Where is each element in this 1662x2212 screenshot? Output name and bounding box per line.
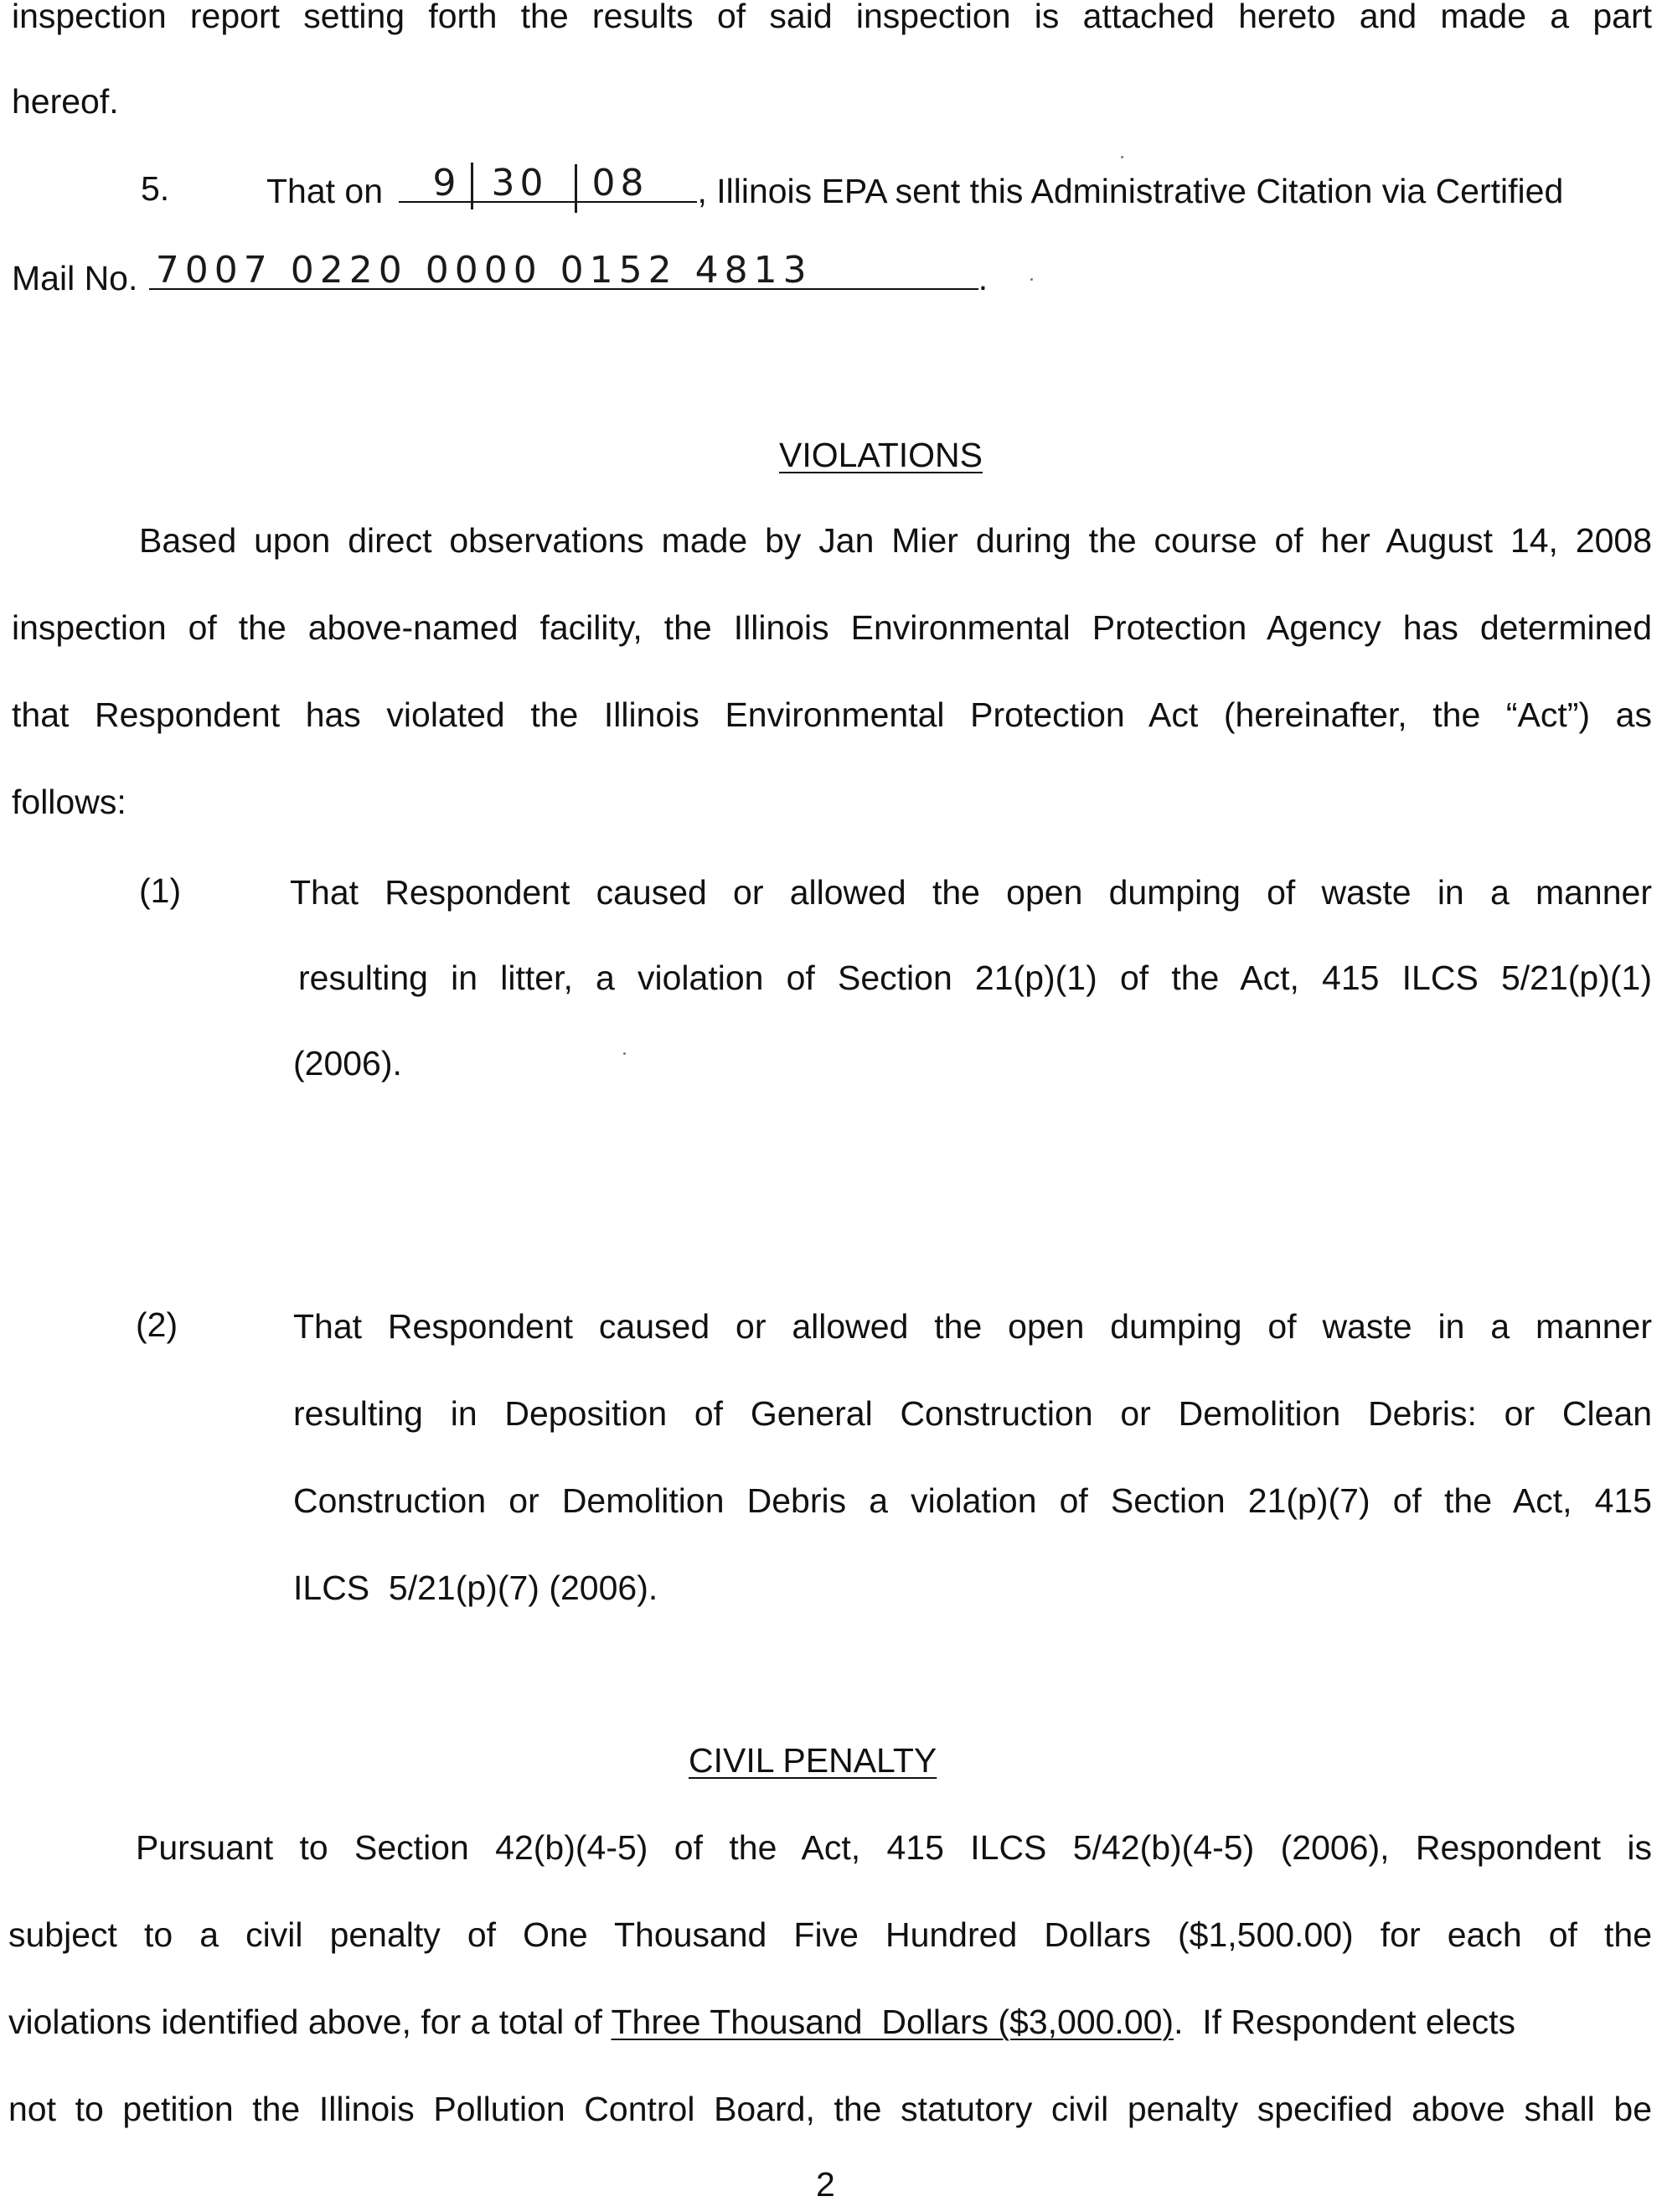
violation-line: That Respondent caused or allowed the open dumping of waste in a manner: [293, 1307, 1652, 1346]
violation-line: resulting in litter, a violation of Section 21(p)(1) of the Act, 415 ILCS 5/21(p)(1): [298, 959, 1652, 997]
violation-number: (2): [136, 1305, 178, 1344]
paragraph-line: not to petition the Illinois Pollution Control Board, the statutory civil penalty specified above shall be: [8, 2090, 1652, 2128]
page-number: 2: [816, 2165, 835, 2204]
handwritten-month: 9: [432, 162, 462, 204]
date-blank: [399, 162, 697, 204]
handwritten-day: 30: [491, 162, 549, 204]
item5-text-before: That on: [266, 172, 384, 210]
item5-text-after: , Illinois EPA sent this Administrative Citation via Certified: [697, 172, 1564, 210]
violations-heading: VIOLATIONS: [779, 436, 983, 474]
paragraph-line: inspection report setting forth the results of said inspection is attached hereto and made a part: [12, 0, 1652, 35]
date-separator: [471, 163, 473, 209]
paragraph-line: inspection of the above-named facility, the Illinois Environmental Protection Agency has determined: [12, 608, 1652, 647]
violation-number: (1): [139, 871, 182, 910]
paragraph-line: follows:: [12, 783, 126, 821]
civil-penalty-heading: CIVIL PENALTY: [689, 1741, 937, 1780]
violation-line: (2006).: [293, 1044, 402, 1083]
scan-speck: [1030, 278, 1033, 281]
item5-line: [266, 162, 1564, 212]
scan-speck: [623, 1052, 626, 1055]
mail-line: [12, 249, 988, 299]
paragraph-line: Pursuant to Section 42(b)(4-5) of the Act, 415 ILCS 5/42(b)(4-5) (2006), Respondent is: [136, 1828, 1652, 1867]
paragraph-line: hereof.: [12, 82, 119, 121]
mail-end: .: [978, 259, 988, 297]
violation-line: ILCS 5/21(p)(7) (2006).: [293, 1569, 658, 1607]
scan-speck: [1121, 156, 1123, 158]
item-number: 5.: [141, 169, 170, 208]
paragraph-line: [8, 2001, 1652, 2043]
mail-number-blank: [149, 249, 978, 292]
paragraph-line: that Respondent has violated the Illinois Environmental Protection Act (hereinafter, the “Act”) as: [12, 695, 1652, 734]
paragraph-line: subject to a civil penalty of One Thousand Five Hundred Dollars ($1,500.00) for each of the: [8, 1915, 1652, 1954]
penalty-total: Three Thousand Dollars ($3,000.00): [611, 2003, 1174, 2041]
penalty-text-after: . If Respondent elects: [1174, 2003, 1516, 2041]
paragraph-line: Based upon direct observations made by Jan Mier during the course of her August 14, 2008: [139, 521, 1652, 560]
penalty-text-before: violations identified above, for a total of: [8, 2003, 602, 2041]
handwritten-year: 08: [591, 162, 649, 204]
mail-label: Mail No.: [12, 259, 138, 297]
violation-line: That Respondent caused or allowed the open dumping of waste in a manner: [290, 873, 1652, 912]
violation-line: resulting in Deposition of General Construction or Demolition Debris: or Clean: [293, 1394, 1652, 1433]
date-separator: [575, 164, 577, 213]
handwritten-mail-number: 7007 0220 0000 0152 4813: [155, 249, 813, 292]
violation-line: Construction or Demolition Debris a violation of Section 21(p)(7) of the Act, 415: [293, 1481, 1652, 1520]
